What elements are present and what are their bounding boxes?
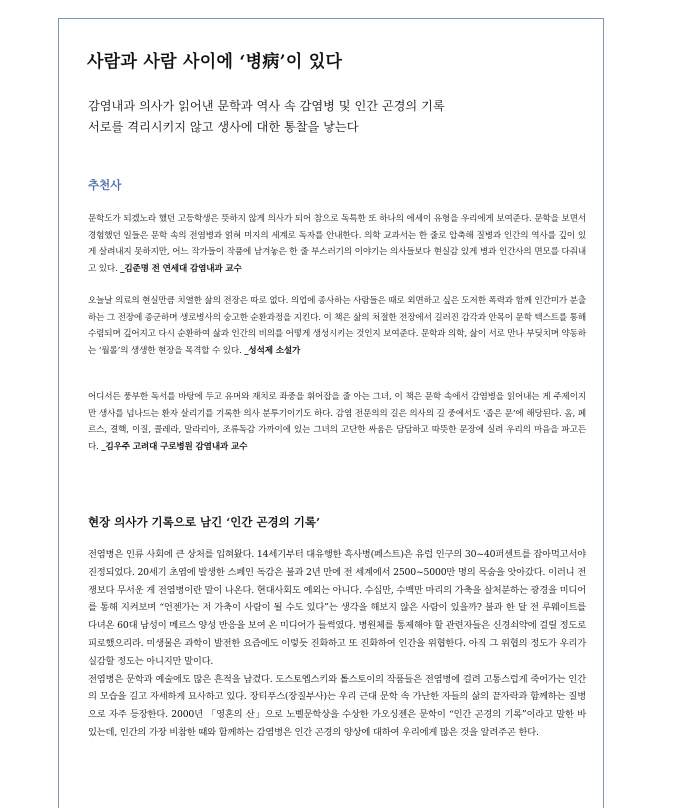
recommendation-text: 어디서든 풍부한 독서를 바탕에 두고 유머와 재치로 좌중을 휘어잡을 줄 아는 그녀, 이 책은 문학 속에서 감염병을 읽어내는 게 주제이지만 생사를 넘나드는 환자 살리기를 기록한 의사 분투기이기도 하다. 감염 전문의의 길은 의사의 길 중에서도 ‘좁은 문’에 해당된다. 옴, 페르스, 결핵, 이질, 콜레라, 말라리아, 조류독감 가까이에 있는 그녀의 고단한 싸움은 담담하고 따뜻한 문장에 실려 우리의 마음을 파고든다. (88, 392, 586, 452)
recommendation-signature: _김준명 전 연세대 감염내과 교수 (120, 263, 242, 274)
recommendation-item-3 (88, 389, 586, 455)
subtitle-line-2: 서로를 격리시키지 않고 생사에 대한 통찰을 낳는다 (88, 120, 359, 134)
recommendation-text: 문학도가 되겠노라 했던 고등학생은 뜻하지 않게 의사가 되어 참으로 독특한 또 하나의 에세이 유형을 우리에게 보여준다. 문학을 보면서 경험했던 일들은 문학 속의 전염병과 얽혀 미지의 세계로 독자를 안내한다. 의학 교과서는 한 줄로 압축해 질병과 인간의 역사를 깊이 있게 살려내지 못하지만, 어느 작가들이 작품에 남겨놓은 한 줄 부스러기의 이야기는 의사들보다 현실감 있게 병과 인간사의 면모를 다줘내고 있다. (88, 214, 586, 274)
recommendation-item-2 (88, 293, 586, 359)
recommendation-text: 오늘날 의료의 현실만큼 치열한 삶의 전장은 따로 없다. 의업에 종사하는 사람들은 때로 외면하고 싶은 도저한 폭력과 함께 인간미가 분출하는 그 전장에 종군하며 생로병사의 숭고한 순환과정을 지킨다. 이 책은 삶의 처절한 전장에서 길러진 감각과 안목이 문학 텍스트를 통해 수렴되며 깊어지고 다시 순환하여 삶과 인간의 비의를 어떻게 생성시키는 것인지 보여준다. 문학과 의학, 삶이 서로 만나 부딪치며 약동하는 ‘월롤’의 생생한 현장을 목격할 수 있다. (88, 296, 586, 356)
recommendation-signature: _김우주 고려대 구로병원 감염내과 교수 (101, 441, 248, 452)
subtitle (88, 96, 445, 138)
subtitle-line-1: 감염내과 의사가 읽어낸 문학과 역사 속 감염병 및 인간 곤경의 기록 (88, 99, 445, 113)
recommendation-heading: 추천사 (88, 178, 122, 192)
section-body (88, 546, 586, 742)
recommendation-item-1 (88, 211, 586, 277)
body-paragraph-2: 전염병은 문학과 예술에도 많은 흔적을 남겼다. 도스토옙스키와 톨스토이의 작품들은 전염병에 걸려 고통스럽게 죽어가는 인간의 모습을 길고 자세하게 묘사하고 있다. 장티푸스(장질부사)는 우리 근대 문학 속 가난한 자들의 삶의 끝자락과 함께하는 질병으로 자주 등장한다. 2000년 「영혼의 산」으로 노벨문학상을 수상한 가오싱젠은 문학이 “인간 곤경의 기록”이라고 말한 바 있는데, 인간의 가장 비참한 때와 함께하는 감염병은 인간 곤경의 양상에 대하여 우리에게 많은 것을 알려주곤 한다. (88, 673, 586, 738)
book-title: 사람과 사람 사이에 ‘병病’이 있다 (87, 52, 343, 72)
body-paragraph-1: 전염병은 인류 사회에 큰 상처를 입혀왔다. 14세기부터 대유행한 흑사병(페스트)은 유럽 인구의 30~40퍼센트를 잡아먹고서야 진정되었다. 20세기 초엽에 발생한 스페인 독감은 불과 2년 만에 전 세계에서 2500~5000만 명의 목숨을 앗아갔다. 이러니 전쟁보다 무서운 게 전염병이란 말이 나온다. 현대사회도 예외는 아니다. 수십만, 수백만 마리의 가축을 살처분하는 광경을 미디어를 통해 지켜보며 “언젠가는 저 가축이 사람이 될 수도 있다”는 생각을 해보지 않은 사람이 있을까? 불과 한 달 전 루웨이트를 다녀온 60대 남성이 메르스 양성 반응을 보여 온 미디어가 들썩였다. 병원체를 통제해야 할 관련자들은 신경쇠약에 걸릴 정도로 피로했으리라. 미생물은 과학이 발전한 요즘에도 이렇듯 진화하고 또 진화하여 인간을 위협한다. 아직 그 위협의 정도가 우리가 실감할 정도는 아니지만 말이다. (88, 549, 586, 667)
section-heading: 현장 의사가 기록으로 남긴 ‘인간 곤경의 기록’ (88, 515, 320, 529)
recommendation-signature: _성석제 소설가 (244, 345, 301, 356)
